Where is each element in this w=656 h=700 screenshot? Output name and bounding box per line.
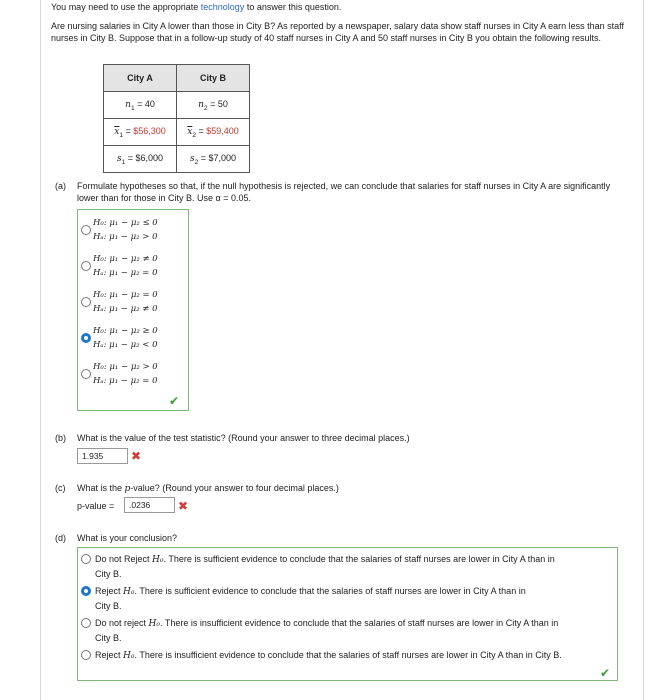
p-value-label: p-value = — [77, 501, 115, 511]
part-a-label: (a) — [55, 181, 66, 191]
conclusion-option-4-radio[interactable] — [81, 650, 91, 660]
part-c-question: What is the p-value? (Round your answer to four decimal places.) — [77, 483, 339, 494]
hypothesis-option-2-radio[interactable] — [81, 261, 91, 271]
problem-intro: Are nursing salaries in City A lower than those in City B? As reported by a newspaper, salary data show staff nurses in City A earn less than staff nurses in City B. Suppose that in a follow-up study of 40 staff nurses in City A and 50 staff nurses in City B you obtain the following results. — [51, 21, 624, 43]
test-statistic-input[interactable]: 1.935 — [77, 448, 128, 464]
hypothesis-option-3[interactable]: H₀: μ₁ − μ₂ = 0 Hₐ: μ₁ − μ₂ ≠ 0 — [93, 290, 158, 314]
s2-cell: $s_2$ = $7,000 — [177, 146, 250, 173]
part-c-label: (c) — [55, 483, 66, 493]
conclusion-option-2[interactable]: Reject H₀. There is sufficient evidence to conclude that the salaries of staff nurses are lower in City A than in City B. — [95, 586, 526, 611]
part-b-question: What is the value of the test statistic? (Round your answer to three decimal places.) — [77, 433, 410, 443]
n2-cell: $n_2 = 50$ — [177, 92, 250, 119]
conclusion-option-3[interactable]: Do not reject H₀. There is insufficient evidence to conclude that the salaries of staff nurses are lower in City A than in City B. — [95, 618, 559, 643]
conclusion-option-3-radio[interactable] — [81, 618, 91, 628]
hypothesis-option-5[interactable]: H₀: μ₁ − μ₂ > 0 Hₐ: μ₁ − μ₂ = 0 — [93, 362, 158, 386]
check-icon: ✔ — [600, 666, 611, 680]
header-city-a: City A — [104, 65, 177, 92]
hypothesis-option-4[interactable]: H₀: μ₁ − μ₂ ≥ 0 Hₐ: μ₁ − μ₂ < 0 — [93, 326, 158, 350]
conclusion-option-4[interactable]: Reject H₀. There is insufficient evidence to conclude that the salaries of staff nurses are lower in City A than in City B. — [95, 650, 562, 661]
hypothesis-option-1-radio[interactable] — [81, 225, 91, 235]
hypothesis-option-4-radio-selected[interactable] — [81, 333, 91, 343]
header-city-b: City B — [177, 65, 250, 92]
part-b-label: (b) — [55, 433, 66, 443]
part-d-label: (d) — [55, 533, 66, 543]
check-icon: ✔ — [169, 394, 180, 408]
cross-icon: ✖ — [131, 449, 142, 463]
hypothesis-option-5-radio[interactable] — [81, 369, 91, 379]
p-value-input[interactable]: .0236 — [124, 497, 175, 513]
cross-icon: ✖ — [178, 499, 189, 513]
conclusion-option-1-radio[interactable] — [81, 554, 91, 564]
technology-note: You may need to use the appropriate technology to answer this question. — [51, 2, 342, 12]
hypothesis-option-3-radio[interactable] — [81, 297, 91, 307]
data-table — [103, 64, 250, 173]
n1-cell: $n_1 = 40$ — [104, 92, 177, 119]
x1-cell: $\overline{x}_1$ = $56,300 — [104, 119, 177, 146]
part-d-question: What is your conclusion? — [77, 533, 178, 543]
hypothesis-option-2[interactable]: H₀: μ₁ − μ₂ ≠ 0 Hₐ: μ₁ − μ₂ = 0 — [93, 254, 158, 278]
x2-cell: $\overline{x}_2$ = $59,400 — [177, 119, 250, 146]
technology-link[interactable]: technology — [200, 2, 245, 12]
part-a-question: Formulate hypotheses so that, if the null hypothesis is rejected, we can conclude that salaries for staff nurses in City A are significantly lower than for those in City B. Use α = 0.05. — [77, 181, 611, 203]
conclusion-option-1[interactable]: Do not Reject H₀. There is sufficient evidence to conclude that the salaries of staff nurses are lower in City A than in City B. — [95, 554, 555, 579]
s1-cell: $s_1$ = $6,000 — [104, 146, 177, 173]
conclusion-option-2-radio-selected[interactable] — [81, 586, 91, 596]
hypothesis-option-1[interactable]: H₀: μ₁ − μ₂ ≤ 0 Hₐ: μ₁ − μ₂ > 0 — [93, 218, 158, 242]
